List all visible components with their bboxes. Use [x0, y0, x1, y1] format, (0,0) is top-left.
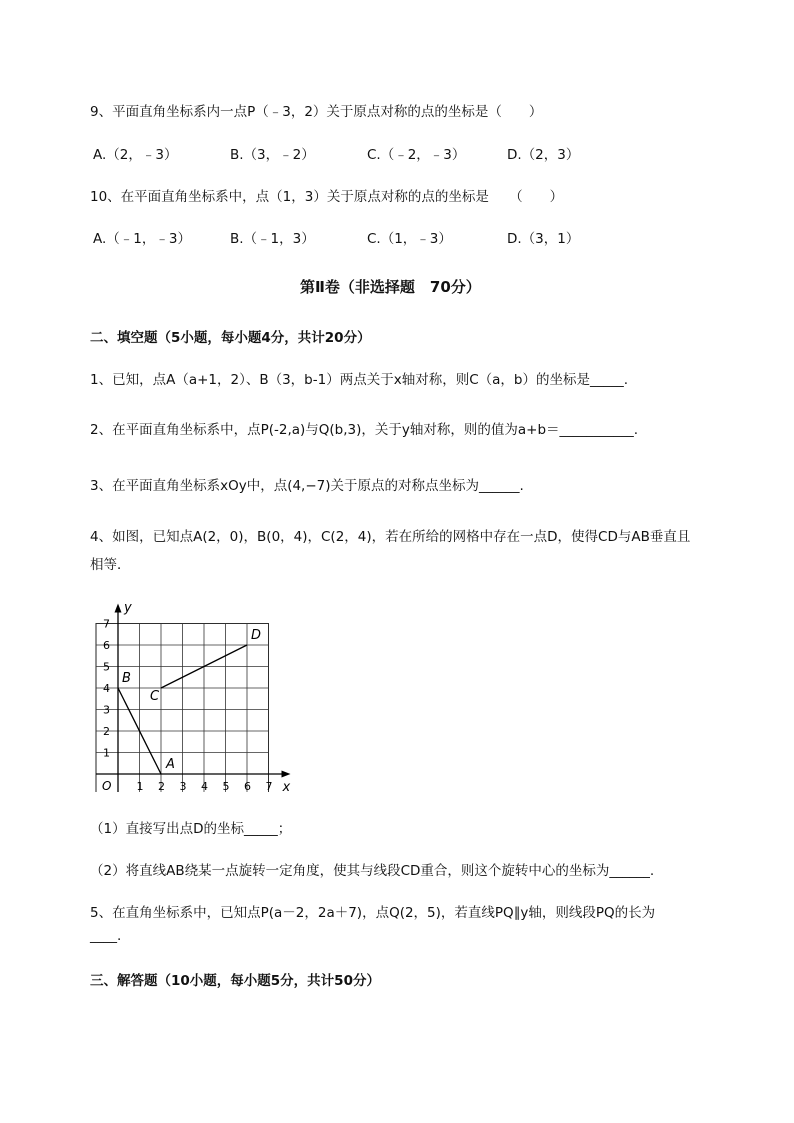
fill-question-4-line-2: 相等．: [90, 557, 131, 573]
fill-question-4-sub-1: （1）直接写出点D的坐标_____；: [90, 821, 292, 837]
point-label-b: B: [122, 671, 131, 686]
y-tick-label: 4: [103, 682, 110, 695]
x-tick-label: 7: [265, 780, 273, 792]
q9-option-c: C.（﹣2，﹣3）: [367, 147, 466, 163]
part-2-title: 第Ⅱ卷（非选择题 70分）: [300, 278, 481, 296]
y-tick-label: 2: [103, 725, 110, 738]
point-label-d: D: [251, 628, 262, 643]
q9-option-d: D.（2，3）: [507, 147, 580, 163]
question-9-stem: 9、平面直角坐标系内一点P（﹣3，2）关于原点对称的点的坐标是（ ）: [90, 104, 543, 120]
origin-label: O: [102, 779, 112, 792]
y-axis-arrow: [115, 604, 122, 613]
y-tick-label: 5: [103, 660, 110, 674]
x-tick-label: 3: [179, 780, 187, 792]
x-tick-label: 6: [244, 780, 251, 792]
x-tick-label: 2: [158, 780, 165, 792]
fill-question-4-sub-2: （2）将直线AB绕某一点旋转一定角度，使其与线段CD重合，则这个旋转中心的坐标为______.: [90, 863, 655, 879]
y-tick-label: 3: [103, 703, 110, 717]
question-10-stem: 10、在平面直角坐标系中，点（1，3）关于原点对称的点的坐标是 （ ）: [90, 189, 564, 205]
q10-option-b: B.（﹣1，3）: [230, 231, 315, 247]
x-tick-label: 1: [136, 780, 144, 792]
q10-option-d: D.（3，1）: [507, 231, 580, 247]
x-tick-label: 5: [222, 780, 230, 792]
fill-question-1: 1、已知，点A（a+1，2）、B（3，b-1）两点关于x轴对称，则C（a，b）的坐标是_____.: [90, 372, 629, 388]
y-tick-label: 7: [103, 617, 110, 631]
fill-question-4-line-1: 4、如图，已知点A(2，0)，B(0，4)，C(2，4)，若在所给的网格中存在一点D，使得CD与AB垂直且: [90, 529, 691, 545]
section-2-title: 二、填空题（5小题，每小题4分，共计20分）: [90, 330, 371, 346]
fill-question-3: 3、在平面直角坐标系xOy中，点(4,−7)关于原点的对称点坐标为______.: [90, 478, 524, 494]
q9-option-a: A.（2，﹣3）: [93, 147, 178, 163]
q10-option-c: C.（1，﹣3）: [367, 231, 452, 247]
point-label-c: C: [150, 689, 160, 704]
y-tick-label: 1: [103, 746, 110, 760]
y-tick-label: 6: [103, 639, 110, 652]
x-axis-label: x: [282, 780, 291, 792]
q9-option-b: B.（3，﹣2）: [230, 147, 315, 163]
coordinate-grid-figure: [90, 592, 300, 792]
x-axis-arrow: [282, 771, 291, 778]
fill-question-5-line-2: ____.: [90, 928, 122, 944]
fill-question-5-line-1: 5、在直角坐标系中，已知点P(a－2，2a＋7)，点Q(2，5)，若直线PQ∥y轴，则线段PQ的长为: [90, 905, 656, 921]
point-label-a: A: [166, 757, 175, 772]
fill-question-2: 2、在平面直角坐标系中，点P(-2,a)与Q(b,3)，关于y轴对称，则的值为a+b＝___________.: [90, 422, 639, 438]
section-3-title: 三、解答题（10小题，每小题5分，共计50分）: [90, 973, 380, 989]
x-tick-label: 4: [201, 780, 208, 792]
y-axis-label: y: [124, 600, 132, 616]
q10-option-a: A.（﹣1，﹣3）: [93, 231, 191, 247]
